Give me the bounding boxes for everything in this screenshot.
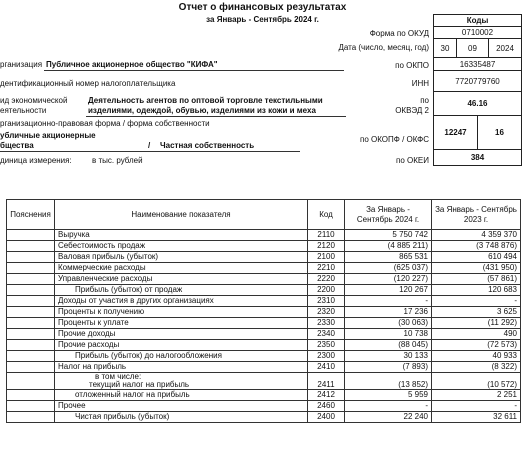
indicator-name-part: текущий налог на прибыль — [89, 380, 190, 389]
indicator-name: Прочие доходы — [55, 329, 308, 340]
date-year: 2024 — [488, 38, 522, 58]
current-period-value: 865 531 — [345, 252, 432, 263]
indicator-name: Прибыль (убыток) до налогообложения — [55, 351, 308, 362]
org-underline — [44, 70, 344, 71]
current-period-value: (625 037) — [345, 263, 432, 274]
current-period-value: 30 133 — [345, 351, 432, 362]
ownership-underline — [0, 151, 300, 152]
okei-value: 384 — [433, 149, 522, 166]
header-current: За Январь - Сентябрь 2024 г. — [345, 200, 432, 230]
line-code: 2460 — [308, 401, 345, 412]
indicator-name-part: в том числе: — [95, 372, 142, 381]
indicator-name: Коммерческие расходы — [55, 263, 308, 274]
current-period-value: 22 240 — [345, 412, 432, 423]
legal-form-value-2: бщества — [0, 141, 34, 150]
date-day: 30 — [433, 38, 457, 58]
line-code: 2410 — [308, 362, 345, 373]
previous-period-value: 610 494 — [432, 252, 521, 263]
notes-cell — [7, 329, 55, 340]
table-row — [7, 252, 521, 263]
previous-period-value: - — [432, 296, 521, 307]
indicator-name: Прочие расходы — [55, 340, 308, 351]
table-row — [7, 274, 521, 285]
table-row — [7, 362, 521, 373]
okopf-value: 12247 — [433, 115, 478, 150]
previous-period-value: 32 611 — [432, 412, 521, 423]
org-label: рганизация — [0, 60, 43, 69]
line-code: 2330 — [308, 318, 345, 329]
notes-cell — [7, 351, 55, 362]
current-period-value: (88 045) — [345, 340, 432, 351]
table-row — [7, 351, 521, 362]
previous-period-value: (8 322) — [432, 362, 521, 373]
okud-value: 0710002 — [433, 26, 522, 39]
notes-cell — [7, 274, 55, 285]
table-row — [7, 296, 521, 307]
financial-results-table — [6, 199, 521, 423]
line-code: 2110 — [308, 230, 345, 241]
current-period-value: 17 236 — [345, 307, 432, 318]
table-row — [7, 241, 521, 252]
current-period-value: (7 893) — [345, 362, 432, 373]
table-row — [7, 340, 521, 351]
table-row — [7, 318, 521, 329]
current-period-value: - — [345, 401, 432, 412]
previous-period-value: (3 748 876) — [432, 241, 521, 252]
indicator-name: Проценты к уплате — [55, 318, 308, 329]
current-period-value: 5 750 742 — [345, 230, 432, 241]
header-notes: Пояснения — [7, 200, 55, 230]
indicator-name: Проценты к получению — [55, 307, 308, 318]
current-period-value: (13 852) — [345, 373, 432, 390]
okud-label: Форма по ОКУД — [369, 29, 429, 38]
header-name: Наименование показателя — [55, 200, 308, 230]
line-code: 2120 — [308, 241, 345, 252]
current-period-value: (120 227) — [345, 274, 432, 285]
ownership-value: Частная собственность — [160, 141, 255, 150]
org-value: Публичное акционерное общество "КИФА" — [46, 60, 218, 69]
line-code: 2310 — [308, 296, 345, 307]
inn-value: 7720779760 — [433, 70, 522, 92]
current-period-value: (30 063) — [345, 318, 432, 329]
ownership-separator: / — [148, 141, 151, 150]
legal-form-value-1: убличные акционерные — [0, 131, 96, 140]
indicator-name: отложенный налог на прибыль — [55, 390, 308, 401]
previous-period-value: - — [432, 401, 521, 412]
indicator-name: Прибыль (убыток) от продаж — [55, 285, 308, 296]
notes-cell — [7, 318, 55, 329]
previous-period-value: (57 861) — [432, 274, 521, 285]
line-code: 2200 — [308, 285, 345, 296]
notes-cell — [7, 390, 55, 401]
header-code: Код — [308, 200, 345, 230]
report-title: Отчет о финансовых результатах — [178, 2, 347, 13]
indicator-name: Прочее — [55, 401, 308, 412]
current-period-value: 120 267 — [345, 285, 432, 296]
activity-label-1: ид экономической — [0, 96, 68, 105]
notes-cell — [7, 296, 55, 307]
previous-period-value: (431 950) — [432, 263, 521, 274]
okfs-value: 16 — [477, 115, 522, 150]
notes-cell — [7, 252, 55, 263]
line-code: 2400 — [308, 412, 345, 423]
table-row — [7, 401, 521, 412]
indicator-name: Валовая прибыль (убыток) — [55, 252, 308, 263]
previous-period-value: 3 625 — [432, 307, 521, 318]
notes-cell — [7, 340, 55, 351]
unit-value: в тыс. рублей — [92, 156, 143, 165]
table-row — [7, 390, 521, 401]
okopf-label: по ОКОПФ / ОКФС — [360, 135, 429, 144]
current-period-value: - — [345, 296, 432, 307]
table-row — [7, 329, 521, 340]
table-row — [7, 373, 521, 390]
table-row — [7, 230, 521, 241]
table-header-row — [7, 200, 521, 230]
line-code: 2320 — [308, 307, 345, 318]
previous-period-value: 490 — [432, 329, 521, 340]
table-row — [7, 285, 521, 296]
notes-cell — [7, 373, 55, 390]
previous-period-value: 40 933 — [432, 351, 521, 362]
report-period: за Январь - Сентябрь 2024 г. — [206, 15, 319, 24]
previous-period-value: 4 359 370 — [432, 230, 521, 241]
okpo-value: 16335487 — [433, 57, 522, 71]
notes-cell — [7, 412, 55, 423]
table-row — [7, 307, 521, 318]
indicator-name: Выручка — [55, 230, 308, 241]
line-code: 2412 — [308, 390, 345, 401]
okved-label-2: ОКВЭД 2 — [395, 106, 429, 115]
line-code: 2220 — [308, 274, 345, 285]
header-previous: За Январь - Сентябрь 2023 г. — [432, 200, 521, 230]
codes-header: Коды — [433, 14, 522, 27]
line-code: 2411 — [308, 373, 345, 390]
activity-value-2: изделиями, одеждой, обувью, изделиями из кожи и меха — [88, 106, 316, 115]
indicator-name: Доходы от участия в других организациях — [55, 296, 308, 307]
previous-period-value: (72 573) — [432, 340, 521, 351]
indicator-name — [55, 373, 308, 390]
activity-underline — [86, 116, 346, 117]
date-month: 09 — [456, 38, 489, 58]
okpo-label: по ОКПО — [395, 61, 429, 70]
line-code: 2300 — [308, 351, 345, 362]
line-code: 2350 — [308, 340, 345, 351]
inn-row-label: дентификационный номер налогоплательщика — [0, 79, 176, 88]
date-label: Дата (число, месяц, год) — [338, 43, 429, 52]
notes-cell — [7, 307, 55, 318]
line-code: 2340 — [308, 329, 345, 340]
okved-value: 46.16 — [433, 91, 522, 116]
activity-value-1: Деятельность агентов по оптовой торговле текстильными — [88, 96, 323, 105]
okved-label-1: по — [420, 96, 429, 105]
table-row — [7, 412, 521, 423]
notes-cell — [7, 263, 55, 274]
inn-label: ИНН — [411, 79, 429, 88]
current-period-value: 10 738 — [345, 329, 432, 340]
notes-cell — [7, 362, 55, 373]
notes-cell — [7, 230, 55, 241]
line-code: 2210 — [308, 263, 345, 274]
indicator-name: Налог на прибыль — [55, 362, 308, 373]
current-period-value: (4 885 211) — [345, 241, 432, 252]
previous-period-value: 2 251 — [432, 390, 521, 401]
activity-label-2: еятельности — [0, 106, 47, 115]
previous-period-value: 120 683 — [432, 285, 521, 296]
table-row — [7, 263, 521, 274]
unit-label: диница измерения: — [0, 156, 72, 165]
notes-cell — [7, 401, 55, 412]
indicator-name: Чистая прибыль (убыток) — [55, 412, 308, 423]
legal-form-label: рганизационно-правовая форма / форма собственности — [0, 119, 210, 128]
previous-period-value: (11 292) — [432, 318, 521, 329]
notes-cell — [7, 285, 55, 296]
previous-period-value: (10 572) — [432, 373, 521, 390]
indicator-name: Себестоимость продаж — [55, 241, 308, 252]
notes-cell — [7, 241, 55, 252]
line-code: 2100 — [308, 252, 345, 263]
okei-label: по ОКЕИ — [396, 156, 429, 165]
indicator-name: Управленческие расходы — [55, 274, 308, 285]
current-period-value: 5 959 — [345, 390, 432, 401]
